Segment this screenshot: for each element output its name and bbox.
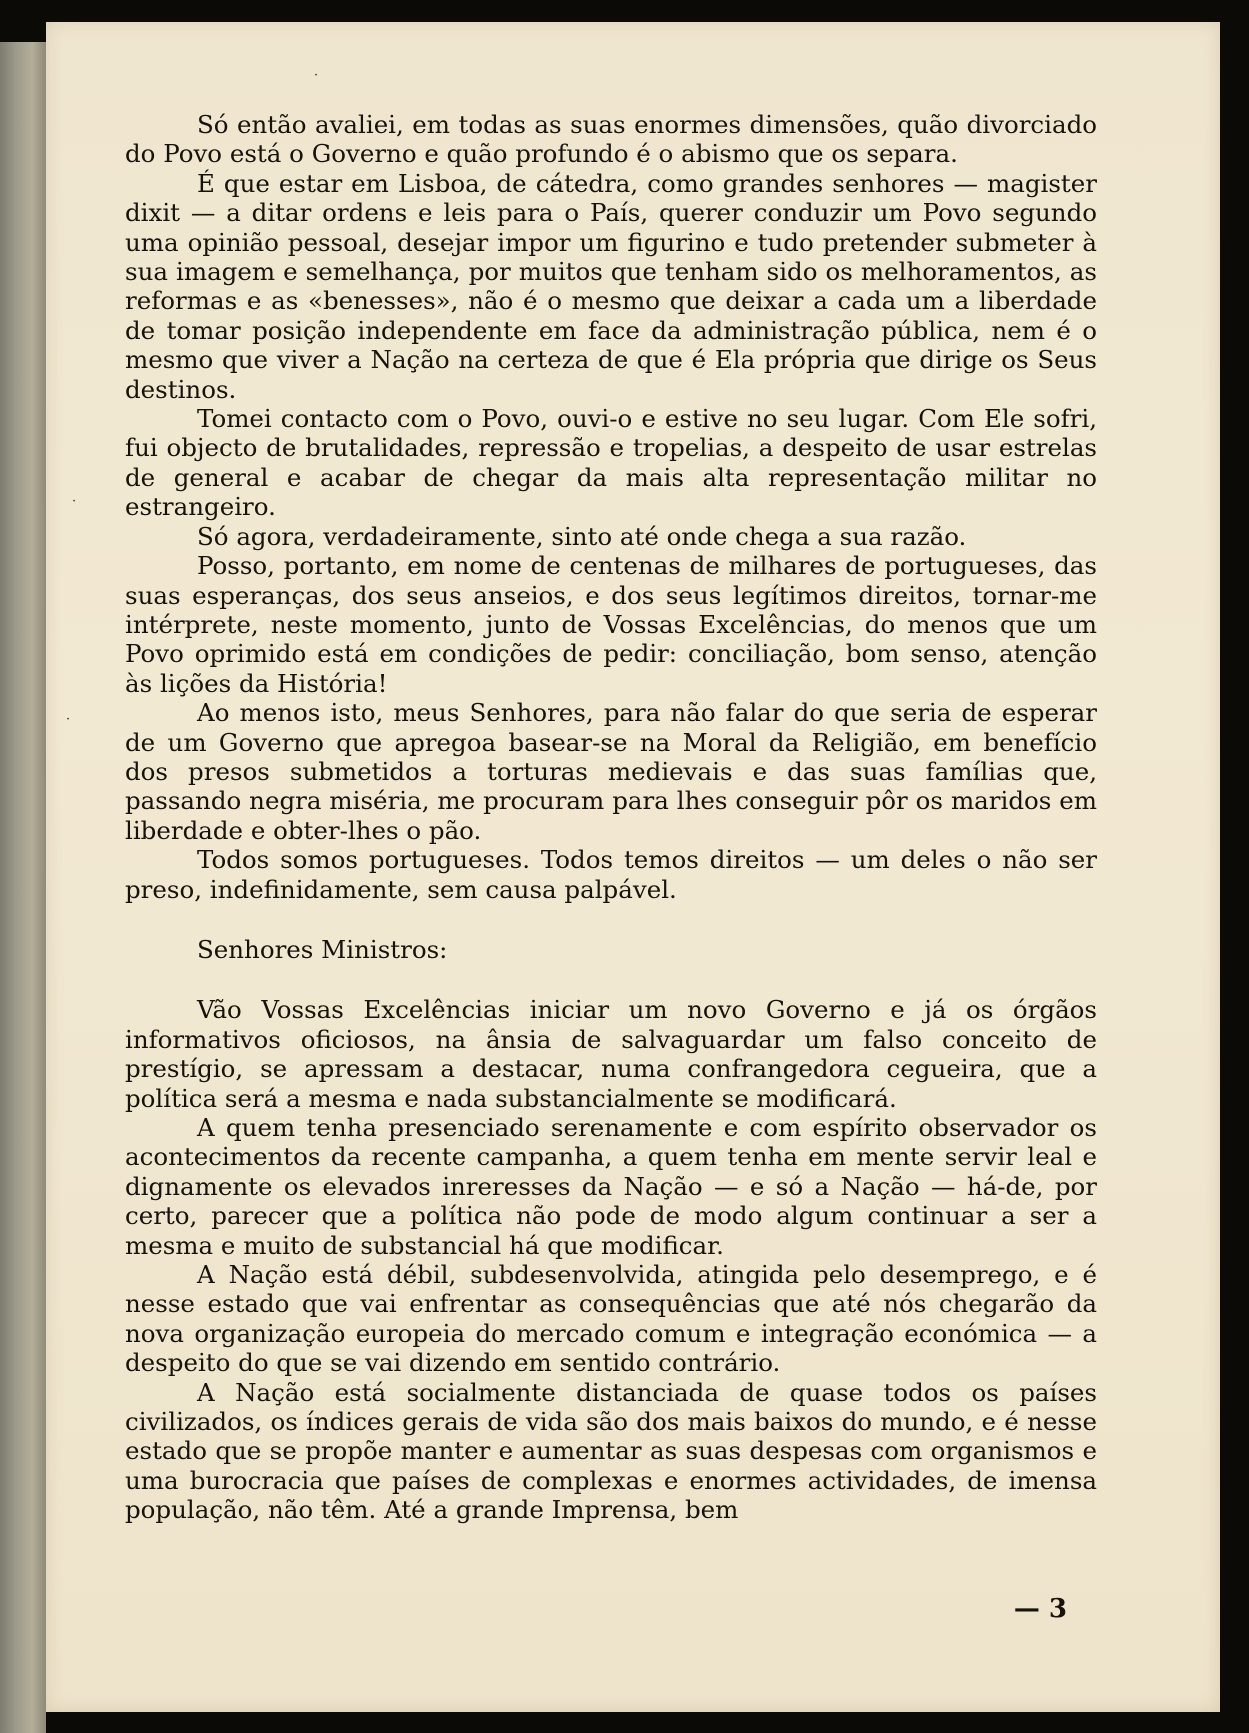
body-text <box>125 110 1097 1525</box>
paper-speck: · <box>314 68 319 83</box>
paper-speck: · <box>66 712 71 727</box>
paragraph: É que estar em Lisboa, de cátedra, como grandes senhores — magister dixit — a ditar ordens e leis para o País, querer conduzir um Povo segundo uma opinião pessoal, desejar impor um figurino e tudo pretender submeter à sua imagem e semelhança, por muitos que tenham sido os melhoramentos, as reformas e as «benesses», não é o mesmo que deixar a cada um a liberdade de tomar posição independente em face da administração pública, nem é o mesmo que viver a Nação na certeza de que é Ela própria que dirige os Seus destinos. <box>125 168 1097 404</box>
page-sheet <box>46 22 1220 1712</box>
paragraph: Posso, portanto, em nome de centenas de milhares de portugueses, das suas esperanças, dos seus anseios, e dos seus legítimos direitos, tornar-me intérprete, neste momento, junto de Vossas Excelências, do menos que um Povo oprimido está em condições de pedir: conciliação, bom senso, atenção às lições da História! <box>125 551 1097 698</box>
paragraph: A Nação está socialmente distanciada de quase todos os países civilizados, os índices gerais de vida são dos mais baixos do mundo, e é nesse estado que se propõe manter e aumentar as suas despesas com organismos e uma burocracia que países de complexas e enormes actividades, de imensa população, não têm. Até a grande Imprensa, bem <box>125 1377 1097 1525</box>
salutation: Senhores Ministros: <box>197 934 448 964</box>
paragraph: A Nação está débil, subdesenvolvida, atingida pelo desemprego, e é nesse estado que vai enfrentar as consequências que até nós chegarão da nova organização europeia do mercado comum e integração económica — a despeito do que se vai dizendo em sentido contrário. <box>125 1260 1097 1378</box>
paragraph: A quem tenha presenciado serenamente e com espírito observador os acontecimentos da recente campanha, a quem tenha em mente servir leal e dignamente os elevados inreresses da Nação — e só a Nação — há-de, por certo, parecer que a política não pode de modo algum continuar a ser a mesma e muito de substancial há que modificar. <box>125 1113 1097 1260</box>
book-spine-edge <box>0 42 46 1733</box>
paragraph: Só então avaliei, em todas as suas enormes dimensões, quão divorciado do Povo está o Governo e quão profundo é o abismo que os separa. <box>125 110 1097 169</box>
paragraph: Tomei contacto com o Povo, ouvi-o e estive no seu lugar. Com Ele sofri, fui objecto de brutalidades, repressão e tropelias, a despeito de usar estrelas de general e acabar de chegar da mais alta representação militar no estrangeiro. <box>125 404 1097 522</box>
paragraph: Todos somos portugueses. Todos temos direitos — um deles o não ser preso, indefinidamente, sem causa palpável. <box>125 845 1097 904</box>
paper-speck: · <box>72 494 77 509</box>
paragraph: Ao menos isto, meus Senhores, para não falar do que seria de esperar de um Governo que apregoa basear-se na Moral da Religião, em benefício dos presos submetidos a torturas medievais e das suas famílias que, passando negra miséria, me procuram para lhes conseguir pôr os maridos em liberdade e obter-lhes o pão. <box>125 698 1097 845</box>
paragraph: Só agora, verdadeiramente, sinto até onde chega a sua razão. <box>197 521 967 551</box>
page-number: — 3 <box>1013 1594 1067 1624</box>
paragraph: Vão Vossas Excelências iniciar um novo Governo e já os órgãos informativos oficiosos, na ânsia de salvaguardar um falso conceito de prestígio, se apressam a destacar, numa confrangedora cegueira, que a política será a mesma e nada substancialmente se modificará. <box>125 995 1097 1113</box>
